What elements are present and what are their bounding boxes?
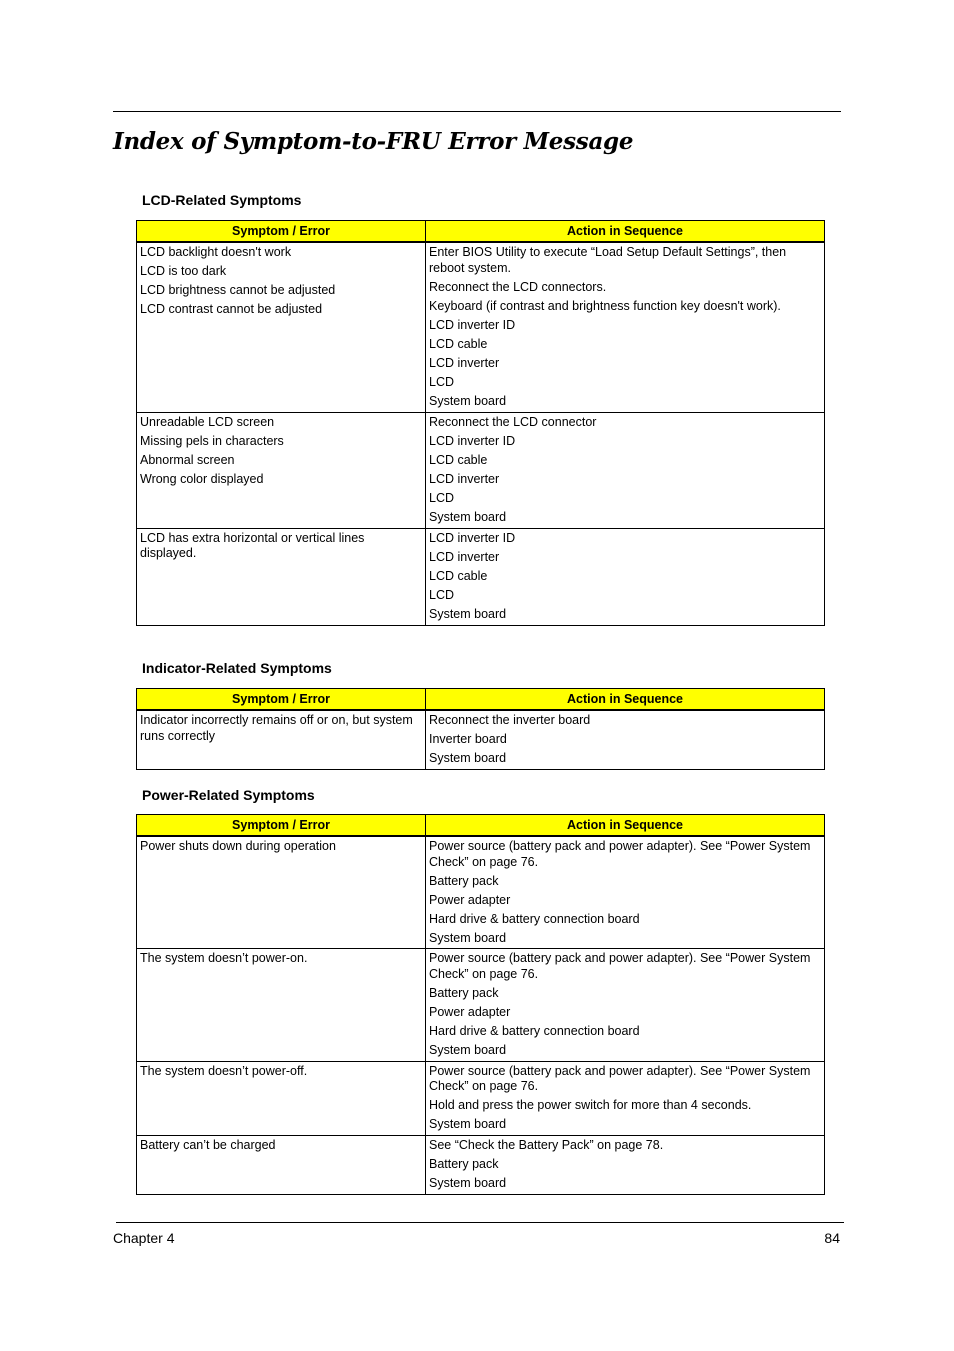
section-heading-lcd: LCD-Related Symptoms [142,192,302,208]
table-row [137,1061,825,1135]
bottom-rule [116,1222,844,1223]
action-line: System board [429,1043,507,1058]
table-row [137,949,825,1061]
symptom-cell [137,528,426,625]
section-heading-power: Power-Related Symptoms [142,787,315,803]
action-cell [426,710,825,769]
action-line: Enter BIOS Utility to execute “Load Setup Default Settings”, then reboot system. [429,245,787,275]
symptom-cell [137,242,426,412]
footer-page-number: 84 [824,1230,840,1246]
action-line: Battery pack [429,873,499,888]
action-line: LCD [429,587,455,602]
action-line: Battery pack [429,985,499,1000]
symptom-line: Missing pels in characters [140,433,284,448]
symptom-line: The system doesn’t power-on. [140,951,308,966]
action-line: LCD cable [429,568,488,583]
action-line: System board [429,930,507,945]
action-cell [426,528,825,625]
symptom-cell [137,1061,426,1135]
symptom-line: The system doesn’t power-off. [140,1063,308,1078]
action-line: System board [429,1117,507,1132]
symptom-line: Power shuts down during operation [140,839,336,853]
action-line: Reconnect the inverter board [429,713,591,727]
symptom-line: LCD has extra horizontal or vertical lines displayed. [140,530,365,561]
action-line: LCD cable [429,452,488,467]
symptom-line: Unreadable LCD screen [140,414,275,429]
symptom-cell [137,836,426,949]
action-line: Power adapter [429,1005,511,1020]
action-line: System board [429,394,507,409]
symptom-line: LCD contrast cannot be adjusted [140,302,323,317]
top-rule [113,111,841,112]
action-line: Hard drive & battery connection board [429,911,640,926]
action-cell [426,836,825,949]
action-line: Hard drive & battery connection board [429,1024,640,1039]
action-line: Battery pack [429,1157,499,1172]
table-row [137,710,825,769]
action-line: System board [429,607,507,621]
action-line: Reconnect the LCD connector [429,414,597,429]
action-line: Power source (battery pack and power adapter). See “Power System Check” on page 76. [429,1063,811,1094]
table-row [137,1135,825,1194]
symptom-line: LCD brightness cannot be adjusted [140,283,336,298]
lcd-symptoms-table [136,220,825,626]
column-header-action: Action in Sequence [426,689,825,711]
action-line: Power adapter [429,892,511,907]
symptom-line: Wrong color displayed [140,471,264,486]
action-line: LCD inverter ID [429,317,516,332]
action-line: See “Check the Battery Pack” on page 78. [429,1137,664,1152]
action-cell [426,1061,825,1135]
table-header-row [137,221,825,243]
action-line: Power source (battery pack and power adapter). See “Power System Check” on page 76. [429,951,811,981]
symptom-line: Indicator incorrectly remains off or on, but system runs correctly [140,713,413,743]
symptom-line: LCD is too dark [140,264,227,279]
table-header-row [137,815,825,837]
column-header-symptom: Symptom / Error [137,221,426,243]
action-cell [426,412,825,528]
symptom-cell [137,412,426,528]
page-title: Index of Symptom-to-FRU Error Message [113,128,634,155]
table-row [137,836,825,949]
action-line: Hold and press the power switch for more than 4 seconds. [429,1098,752,1113]
column-header-symptom: Symptom / Error [137,815,426,837]
section-heading-indicator: Indicator-Related Symptoms [142,660,332,676]
action-line: System board [429,751,507,766]
symptom-cell [137,949,426,1061]
table-row [137,412,825,528]
action-cell [426,242,825,412]
column-header-action: Action in Sequence [426,815,825,837]
column-header-symptom: Symptom / Error [137,689,426,711]
footer-chapter: Chapter 4 [113,1230,175,1246]
table-row [137,528,825,625]
action-line: LCD inverter [429,355,500,370]
action-line: LCD inverter ID [429,530,516,545]
power-symptoms-table [136,814,825,1195]
action-cell [426,949,825,1061]
action-line: Inverter board [429,732,507,747]
column-header-action: Action in Sequence [426,221,825,243]
symptom-cell [137,1135,426,1194]
table-header-row [137,689,825,711]
action-line: LCD inverter [429,471,500,486]
action-line: LCD [429,491,455,506]
action-line: LCD [429,375,455,390]
action-cell [426,1135,825,1194]
action-line: LCD inverter [429,549,500,564]
symptom-line: Abnormal screen [140,452,235,467]
table-row [137,242,825,412]
action-line: System board [429,1176,507,1191]
action-line: System board [429,510,507,525]
action-line: Keyboard (if contrast and brightness function key doesn't work). [429,298,781,313]
symptom-line: LCD backlight doesn't work [140,245,292,259]
action-line: Power source (battery pack and power adapter). See “Power System Check” on page 76. [429,839,811,869]
symptom-cell [137,710,426,769]
action-line: LCD cable [429,336,488,351]
indicator-symptoms-table [136,688,825,770]
action-line: Reconnect the LCD connectors. [429,279,607,294]
symptom-line: Battery can’t be charged [140,1137,276,1152]
action-line: LCD inverter ID [429,433,516,448]
